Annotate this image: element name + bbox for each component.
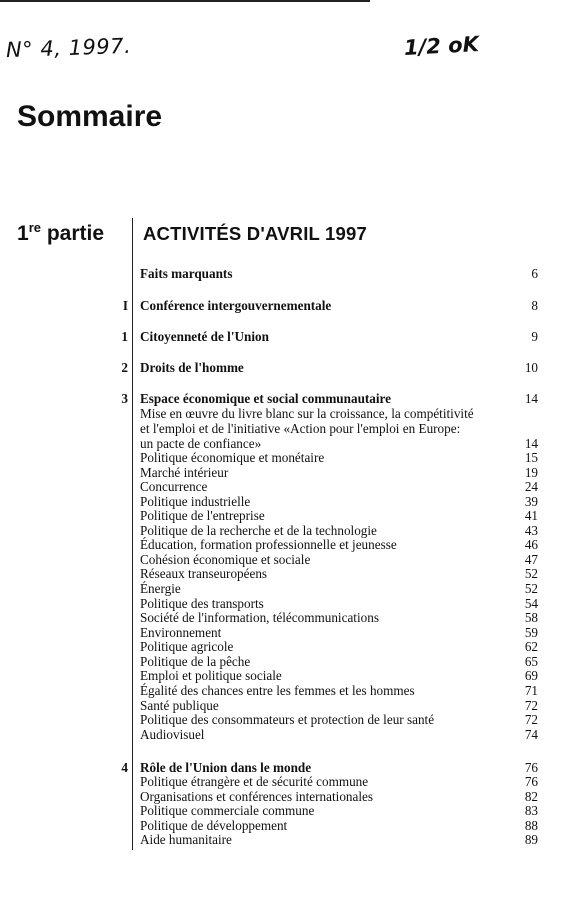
toc-entry[interactable] <box>140 610 538 625</box>
entry-text: Politique des consommateurs et protection de leur santé <box>140 712 435 727</box>
entry-page: 14 <box>524 436 538 451</box>
toc-entry[interactable] <box>140 596 538 611</box>
toc-entry[interactable] <box>140 360 538 375</box>
entry-page: 88 <box>524 818 538 833</box>
entry-page: 6 <box>531 266 538 281</box>
entry-text: Politique de la recherche et de la technologie <box>140 523 377 538</box>
entry-page: 24 <box>524 479 538 494</box>
entry-page: 62 <box>524 639 538 654</box>
toc-entry[interactable] <box>140 581 538 596</box>
entry-page: 47 <box>524 552 538 567</box>
entry-text: et l'emploi et de l'initiative «Action pour l'emploi en Europe: <box>140 421 461 436</box>
toc-entry[interactable] <box>140 566 538 581</box>
entry-text: Politique de développement <box>140 818 288 833</box>
toc-entry[interactable] <box>140 654 538 669</box>
entry-text: Réseaux transeuropéens <box>140 566 268 581</box>
toc-entry[interactable] <box>140 668 538 683</box>
entry-page: 89 <box>524 832 538 847</box>
entry-page: 83 <box>524 803 538 818</box>
entry-page: 39 <box>524 494 538 509</box>
entry-page: 14 <box>524 391 538 406</box>
entry-page: 52 <box>524 581 538 596</box>
entry-text: Organisations et conférences internationales <box>140 789 374 804</box>
entry-text: Santé publique <box>140 698 219 713</box>
toc-entry <box>140 406 538 421</box>
toc-entry[interactable] <box>140 818 538 833</box>
toc-entry[interactable] <box>140 789 538 804</box>
entry-page: 65 <box>524 654 538 669</box>
entry-text: Faits marquants <box>140 266 233 281</box>
entry-text: Conférence intergouvernementale <box>140 298 332 313</box>
page-title: Sommaire <box>17 100 163 133</box>
toc-entry[interactable] <box>140 683 538 698</box>
entry-text: un pacte de confiance» <box>140 436 262 451</box>
entry-page: 10 <box>524 360 538 375</box>
entry-page: 41 <box>524 508 538 523</box>
toc-entry[interactable] <box>140 391 538 406</box>
toc-entry <box>140 421 538 436</box>
entry-page: 43 <box>524 523 538 538</box>
entry-text: Citoyenneté de l'Union <box>140 329 269 344</box>
entry-page: 72 <box>524 698 538 713</box>
section-title: ACTIVITÉS D'AVRIL 1997 <box>143 223 368 244</box>
part-label: partie <box>46 222 105 245</box>
entry-page: 71 <box>524 683 538 698</box>
toc-entry[interactable] <box>140 479 538 494</box>
toc-entry[interactable] <box>140 537 538 552</box>
entry-page: 46 <box>524 537 538 552</box>
entry-page: 59 <box>524 625 538 640</box>
entry-page: 52 <box>524 566 538 581</box>
column-divider <box>132 218 133 850</box>
top-rule <box>0 0 370 2</box>
entry-text: Rôle de l'Union dans le monde <box>140 760 312 775</box>
entry-number: 1 <box>121 329 128 344</box>
entry-page: 69 <box>524 668 538 683</box>
entry-page: 76 <box>524 760 538 775</box>
toc-entry[interactable] <box>140 329 538 344</box>
entry-page: 9 <box>531 329 538 344</box>
entry-text: Énergie <box>140 581 181 596</box>
toc-entry[interactable] <box>140 450 538 465</box>
entry-page: 54 <box>524 596 538 611</box>
part-ordinal-suffix: re <box>28 220 41 235</box>
toc-entry[interactable] <box>140 298 538 313</box>
entry-page: 19 <box>524 465 538 480</box>
entry-text: Concurrence <box>140 479 208 494</box>
toc-entry[interactable] <box>140 832 538 847</box>
entry-text: Emploi et politique sociale <box>140 668 282 683</box>
entry-text: Politique de l'entreprise <box>140 508 265 523</box>
entry-page: 76 <box>524 774 538 789</box>
toc-entry[interactable] <box>140 803 538 818</box>
toc-entry[interactable] <box>140 727 538 742</box>
entry-text: Mise en œuvre du livre blanc sur la croissance, la compétitivité <box>140 406 474 421</box>
entry-number: 4 <box>121 760 128 775</box>
entry-text: Égalité des chances entre les femmes et les hommes <box>140 683 415 698</box>
entry-page: 82 <box>524 789 538 804</box>
entry-text: Politique étrangère et de sécurité commune <box>140 774 369 789</box>
entry-text: Éducation, formation professionnelle et jeunesse <box>140 537 397 552</box>
toc-entry[interactable] <box>140 712 538 727</box>
entry-text: Cohésion économique et sociale <box>140 552 311 567</box>
entry-text: Environnement <box>140 625 222 640</box>
toc-entry[interactable] <box>140 774 538 789</box>
entry-page: 15 <box>524 450 538 465</box>
toc-entry[interactable] <box>140 698 538 713</box>
part-ordinal: 1 <box>17 222 29 245</box>
toc-entry[interactable] <box>140 523 538 538</box>
entry-text: Politique industrielle <box>140 494 251 509</box>
handwritten-issue-note: N° 4, 1997. <box>5 33 132 63</box>
toc-entry[interactable] <box>140 494 538 509</box>
toc-entry[interactable] <box>140 639 538 654</box>
part-heading <box>17 220 104 246</box>
entry-page: 72 <box>524 712 538 727</box>
entry-text: Politique agricole <box>140 639 234 654</box>
toc-entry[interactable] <box>140 508 538 523</box>
entry-text: Droits de l'homme <box>140 360 244 375</box>
entry-text: Aide humanitaire <box>140 832 232 847</box>
entry-text: Marché intérieur <box>140 465 229 480</box>
toc-entry[interactable] <box>140 760 538 775</box>
entry-page: 58 <box>524 610 538 625</box>
toc-entry[interactable] <box>140 266 538 281</box>
entry-text: Politique de la pêche <box>140 654 251 669</box>
handwritten-ok-note: 1/2 oK <box>403 32 480 60</box>
entry-text: Politique commerciale commune <box>140 803 315 818</box>
entry-text: Société de l'information, télécommunications <box>140 610 379 625</box>
entry-number: 3 <box>121 391 128 406</box>
entry-number: I <box>122 298 128 313</box>
entry-text: Politique des transports <box>140 596 264 611</box>
entry-text: Politique économique et monétaire <box>140 450 325 465</box>
entry-text: Espace économique et social communautaire <box>140 391 392 406</box>
entry-number: 2 <box>121 360 128 375</box>
entry-page: 74 <box>524 727 538 742</box>
toc-entry[interactable] <box>140 436 538 451</box>
entry-page: 8 <box>531 298 538 313</box>
toc-entry[interactable] <box>140 625 538 640</box>
toc-entry[interactable] <box>140 552 538 567</box>
toc-entry[interactable] <box>140 465 538 480</box>
entry-text: Audiovisuel <box>140 727 205 742</box>
